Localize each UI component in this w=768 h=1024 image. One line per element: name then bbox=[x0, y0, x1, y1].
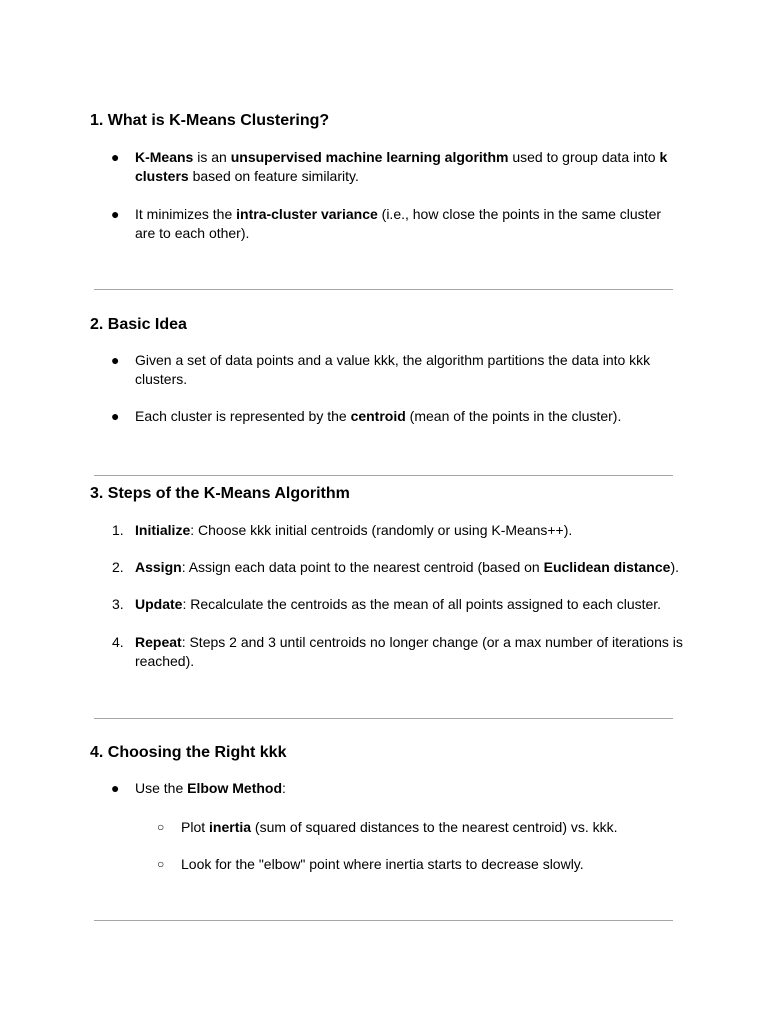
list-item-text bbox=[135, 206, 661, 241]
list-item-text bbox=[135, 559, 679, 575]
text-run: : Steps 2 and 3 until centroids no longer change (or a max number of iterations is reached). bbox=[135, 634, 683, 669]
bullet-icon: ● bbox=[111, 408, 120, 424]
bullet-icon: ● bbox=[111, 149, 120, 165]
section-heading: 1. What is K-Means Clustering? bbox=[90, 112, 330, 129]
list-item bbox=[111, 351, 685, 389]
text-run: It minimizes the bbox=[135, 206, 237, 222]
text-run: Given a set of data points and a value kkk, the algorithm partitions the data into kkk clusters. bbox=[135, 352, 651, 387]
text-run: Use the bbox=[135, 780, 188, 796]
list-item bbox=[111, 407, 685, 426]
section-divider bbox=[94, 718, 673, 719]
bold-text-run: Assign bbox=[135, 559, 182, 575]
text-run: based on feature similarity. bbox=[188, 168, 359, 184]
sub-list-item-text bbox=[181, 856, 584, 872]
numbered-item bbox=[112, 558, 685, 577]
bold-text-run: centroid bbox=[350, 408, 406, 424]
list-number: 3. bbox=[112, 596, 124, 612]
section-divider bbox=[94, 920, 673, 921]
bold-text-run: K-Means bbox=[135, 149, 194, 165]
sub-list-item bbox=[157, 855, 681, 874]
text-run: : Assign each data point to the nearest centroid (based on bbox=[181, 559, 544, 575]
text-run: is an bbox=[193, 149, 231, 165]
text-run: (mean of the points in the cluster). bbox=[405, 408, 622, 424]
bold-text-run: Update bbox=[135, 596, 183, 612]
bold-text-run: Initialize bbox=[135, 522, 191, 538]
text-run: : bbox=[282, 780, 286, 796]
bullet-icon: ● bbox=[111, 206, 120, 222]
list-item-text bbox=[135, 408, 621, 424]
text-run: used to group data into bbox=[508, 149, 660, 165]
section-divider bbox=[94, 289, 673, 290]
list-item-text bbox=[135, 634, 683, 669]
section-heading: 3. Steps of the K-Means Algorithm bbox=[90, 485, 350, 502]
list-item-text bbox=[135, 352, 650, 387]
text-run: Each cluster is represented by the bbox=[135, 408, 351, 424]
text-run: Look for the "elbow" point where inertia starts to decrease slowly. bbox=[181, 856, 584, 872]
bold-text-run: Elbow Method bbox=[187, 780, 283, 796]
bold-text-run: k clusters bbox=[135, 149, 668, 184]
sub-list-item bbox=[157, 818, 681, 837]
text-run: (sum of squared distances to the nearest centroid) vs. kkk. bbox=[251, 819, 618, 835]
text-run: (i.e., how close the points in the same cluster are to each other). bbox=[135, 206, 662, 241]
section-heading: 2. Basic Idea bbox=[90, 316, 187, 333]
list-item bbox=[111, 205, 685, 243]
list-number: 2. bbox=[112, 559, 124, 575]
section-divider bbox=[94, 475, 673, 476]
list-item bbox=[111, 779, 685, 798]
bullet-icon: ● bbox=[111, 352, 120, 368]
bold-text-run: intra-cluster variance bbox=[236, 206, 378, 222]
list-item-text bbox=[135, 522, 572, 538]
text-run: : Choose kkk initial centroids (randomly or using K-Means++). bbox=[190, 522, 573, 538]
bold-text-run: unsupervised machine learning algorithm bbox=[230, 149, 509, 165]
list-item bbox=[111, 148, 685, 186]
list-number: 1. bbox=[112, 522, 124, 538]
numbered-item bbox=[112, 521, 685, 540]
text-run: ). bbox=[670, 559, 679, 575]
list-item-text bbox=[135, 596, 661, 612]
sub-list-item-text bbox=[181, 819, 618, 835]
numbered-item bbox=[112, 633, 685, 671]
section-heading: 4. Choosing the Right kkk bbox=[90, 744, 287, 761]
list-number: 4. bbox=[112, 634, 124, 650]
bullet-icon: ● bbox=[111, 780, 120, 796]
hollow-bullet-icon: ○ bbox=[157, 857, 165, 871]
bold-text-run: Euclidean distance bbox=[543, 559, 671, 575]
list-item-text bbox=[135, 149, 667, 184]
text-run: Plot bbox=[181, 819, 210, 835]
hollow-bullet-icon: ○ bbox=[157, 820, 165, 834]
bold-text-run: Repeat bbox=[135, 634, 182, 650]
text-run: : Recalculate the centroids as the mean of all points assigned to each cluster. bbox=[182, 596, 662, 612]
list-item-text bbox=[135, 780, 286, 796]
bold-text-run: inertia bbox=[209, 819, 252, 835]
numbered-item bbox=[112, 595, 685, 614]
